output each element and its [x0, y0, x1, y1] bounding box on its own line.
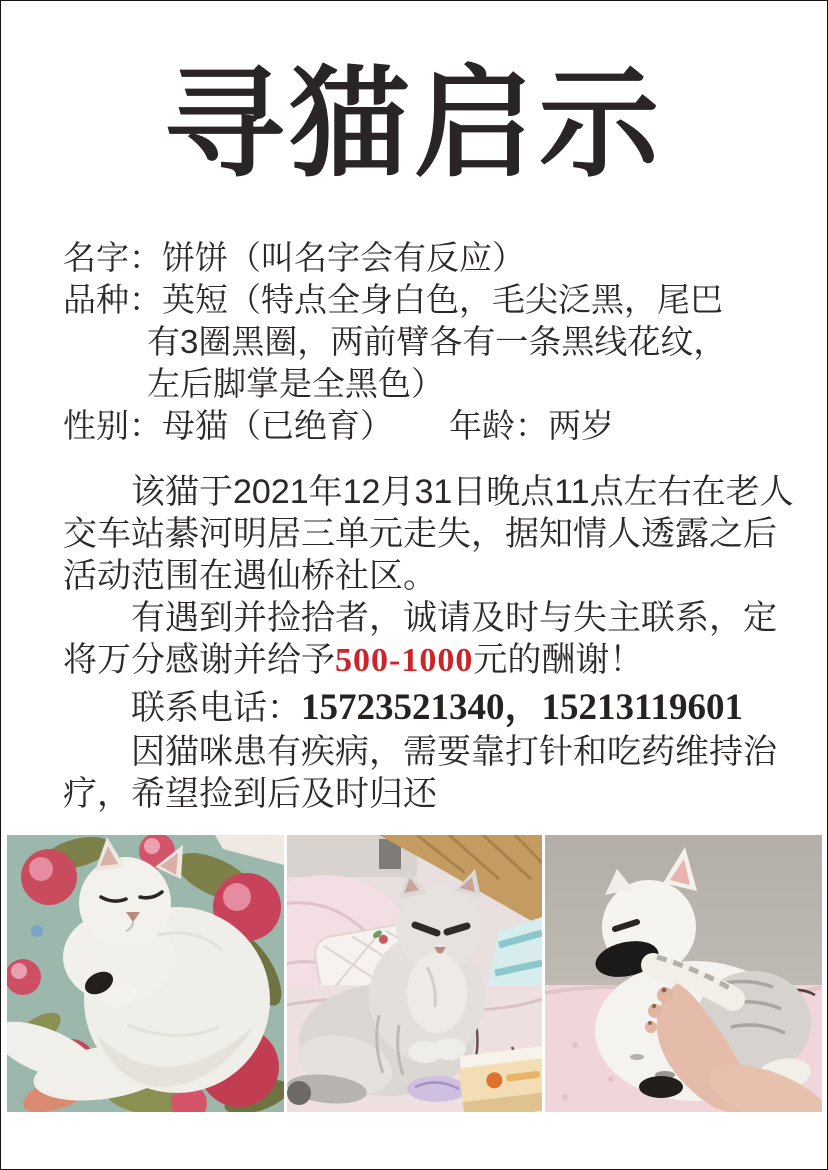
- reward-text-after: 元的酬谢！: [473, 641, 644, 679]
- contact-phone-numbers: 15723521340，15213119601: [301, 687, 743, 728]
- reward-amount: 500-1000: [335, 642, 474, 679]
- cat-info-section: [63, 237, 827, 447]
- cat-biting-tail-illustration: [545, 835, 822, 1112]
- cat-curled-illustration: [7, 835, 284, 1112]
- cat-breed-line-1: 品种：英短（特点全身白色，毛尖泛黑，尾巴: [63, 281, 723, 318]
- cat-sex: 性别：母猫（已绝育）: [63, 407, 393, 444]
- cat-photo-sitting-on-bed: [287, 835, 542, 1112]
- cat-age: 年龄：两岁: [449, 407, 614, 444]
- cat-photo-strip: [7, 835, 822, 1112]
- cat-sitting-illustration: [287, 835, 542, 1112]
- reward-line: [63, 639, 827, 681]
- poster-title: 寻猫启示: [164, 57, 664, 191]
- reward-text-before: 将万分感谢并给予: [63, 641, 335, 679]
- story-line-3: 活动范围在遇仙桥社区。: [63, 557, 437, 595]
- cat-breed-line-3: 左后脚掌是全黑色）: [147, 365, 444, 402]
- cat-breed-line-2: 有3圈黑圈，两前臂各有一条黑线花纹，: [147, 323, 727, 360]
- cat-sex-age-line: [63, 405, 827, 447]
- cat-photo-curled-on-floral-quilt: [7, 835, 284, 1112]
- cat-name-line: 名字：饼饼（叫名字会有反应）: [63, 239, 525, 276]
- note-line-1: 因猫咪患有疾病，需要靠打针和吃药维持治: [131, 733, 777, 771]
- illness-note-section: [63, 731, 827, 815]
- contact-label: 联系电话：: [131, 689, 301, 727]
- story-line-2: 交车站綦河明居三单元走失，据知情人透露之后: [63, 515, 777, 553]
- cat-photo-biting-tail: [545, 835, 822, 1112]
- lost-story-section: [63, 471, 827, 681]
- note-line-2: 疗，希望捡到后及时归还: [63, 775, 437, 813]
- story-line-1: 该猫于2021年12月31日晚点11点左右在老人: [131, 473, 794, 511]
- contact-line: [63, 685, 827, 731]
- story-line-4: 有遇到并捡拾者，诚请及时与失主联系，定: [131, 599, 777, 637]
